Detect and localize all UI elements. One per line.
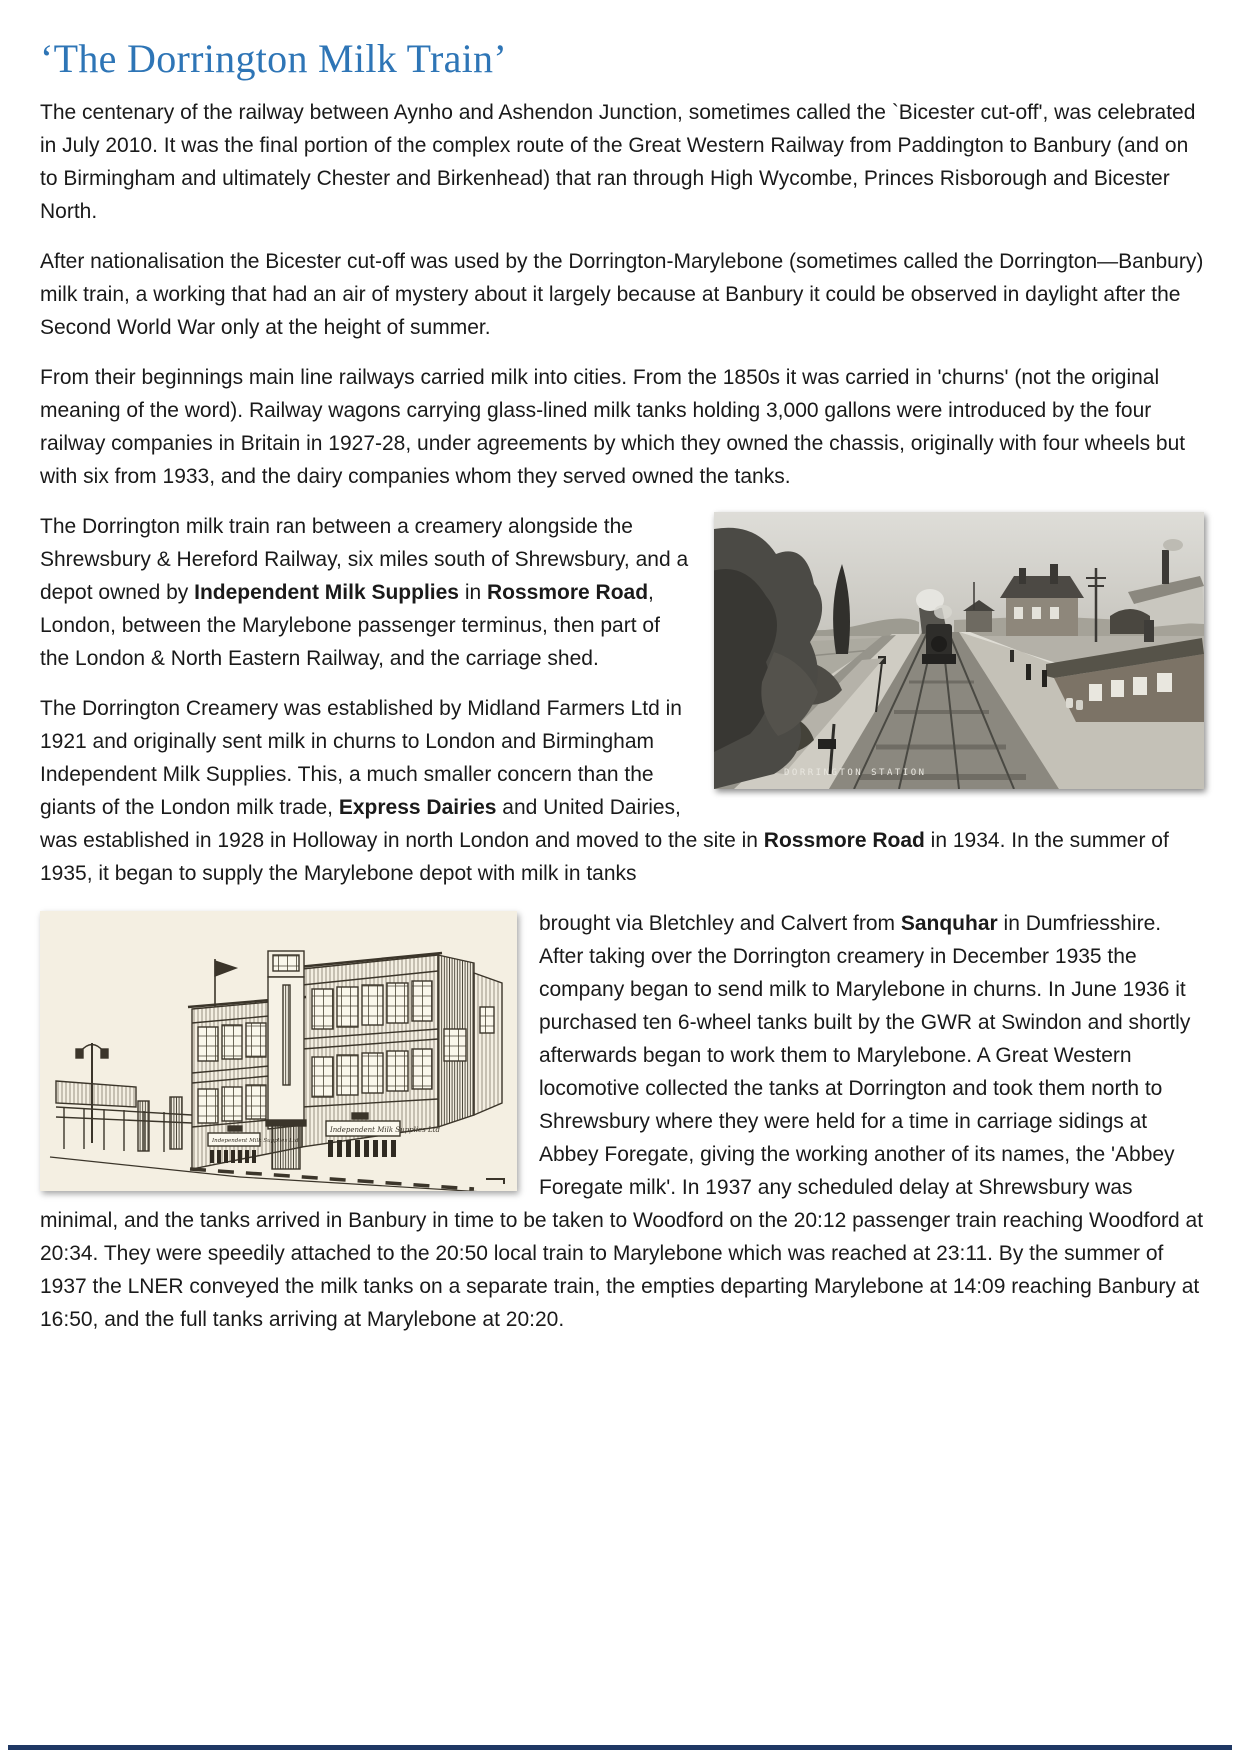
creamery-drawing	[40, 911, 517, 1191]
entrance-door	[272, 1125, 300, 1169]
creamery-drawing-illustration	[40, 911, 517, 1191]
paragraph-centenary: The centenary of the railway between Aynho and Ashendon Junction, sometimes called the `Bicester cut-off', was celebrated in July 2010. It was the final portion of the complex route of the Great Western Railway from Paddington to Banbury (and on to Birmingham and ultimately Chester and Birkenhead) that ran through High Wycombe, Princes Risborough and Bicester North.	[40, 101, 1196, 223]
station-photo-illustration	[714, 512, 1204, 789]
paragraph-nationalisation: After nationalisation the Bicester cut-off was used by the Dorrington-Marylebone (sometimes called the Dorrington—Banbury) milk train, a working that had an air of mystery about it largely because at Banbury it could be observed in daylight after the Second World War only at the height of summer.	[40, 250, 1204, 339]
steam-locomotive	[922, 624, 956, 664]
paragraph-creamery-history: The Dorrington Creamery was established by Midland Farmers Ltd in 1921 and originally sent milk in churns to London and Birmingham Independent Milk Supplies. This, a much smaller concern than the giants of the London milk trade, Express Dairies and United Dairies, was established in 1928 in Holloway in north London and moved to the site in Rossmore Road in 1934. In the summer of 1935, it began to supply the Marylebone depot with milk in tanks	[40, 697, 1169, 885]
paragraph-route-description: The Dorrington milk train ran between a creamery alongside the Shrewsbury & Hereford Railway, six miles south of Shrewsbury, and a depot owned by Independent Milk Supplies in Rossmore Road, London, between the Marylebone passenger terminus, then part of the London & North Eastern Railway, and the carriage shed.	[40, 515, 689, 670]
sign-right: Independent Milk Supplies Ltd	[330, 1126, 440, 1134]
station-photo	[714, 512, 1204, 789]
page-title: ‘The Dorrington Milk Train’	[40, 36, 507, 81]
sign-left: Independent Milk Supplies Ltd	[212, 1138, 299, 1144]
paragraph-milk-churns: From their beginnings main line railways carried milk into cities. From the 1850s it was carried in 'churns' (not the original meaning of the word). Railway wagons carrying glass-lined milk tanks holding 3,000 gallons were introduced by the four railway companies in Britain in 1927-28, under agreements by which they owned the chassis, originally with four wheels but with six from 1933, and the dairy companies whom they served owned the tanks.	[40, 366, 1186, 488]
footer-bar	[8, 1745, 1232, 1750]
station-photo-caption: DORRINGTON STATION	[784, 768, 927, 778]
paragraph-tank-workings-text: brought via Bletchley and Calvert from Sanquhar in Dumfriesshire. After taking over the Dorrington creamery in December 1935 the company began to send milk to Marylebone in churns. In June 1936 it purchased ten 6-wheel tanks built by the GWR at Swindon and shortly afterwards began to work them to Marylebone. A Great Western locomotive collected the tanks at Dorrington and took them north to Shrewsbury where they were held for a time in carriage sidings at Abbey Foregate, giving the working another of its names, the 'Abbey Foregate milk'. In 1937 any scheduled delay at Shrewsbury was minimal, and the tanks arrived in Banbury in time to be taken to Woodford on the 20:12 passenger train reaching Woodford at 20:34. They were speedily attached to the 20:50 local train to Marylebone which was reached at 23:11. By the summer of 1937 the LNER conveyed the milk tanks on a separate train, the empties departing Marylebone at 14:09 reaching Banbury at 16:50, and the full tanks arriving at Marylebone at 20:20.	[40, 912, 1204, 1331]
building-tower	[268, 951, 304, 1129]
paragraph-tank-workings	[40, 907, 1204, 1336]
gate-pillar	[170, 1097, 182, 1149]
